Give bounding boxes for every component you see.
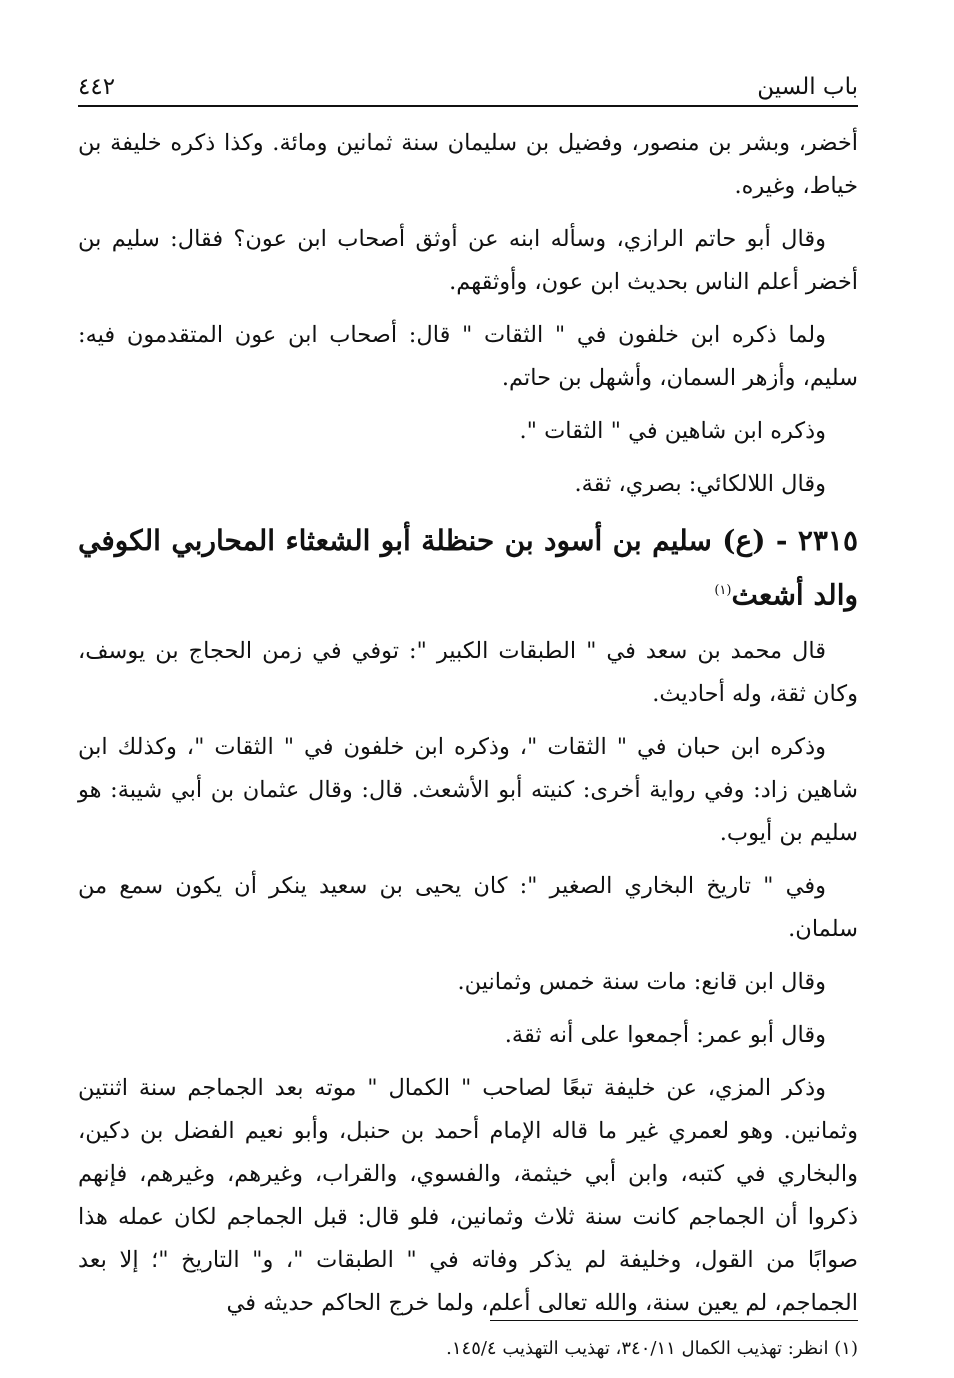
- page-number: ٤٤٢: [78, 74, 116, 100]
- paragraph: ولما ذكره ابن خلفون في " الثقات " قال: أصحاب ابن عون المتقدمون فيه: سليم، وأزهر السمان، وأشهل بن حاتم.: [78, 322, 858, 391]
- paragraph: أخضر، وبشر بن منصور، وفضيل بن سليمان سنة ثمانين ومائة. وكذا ذكره خليفة بن خياط، وغيره.: [78, 130, 859, 199]
- footnote-separator: [490, 1320, 858, 1321]
- paragraph: وقال ابن قانع: مات سنة خمس وثمانين.: [457, 969, 826, 996]
- paragraph: قال محمد بن سعد في " الطبقات الكبير ": توفي في زمن الحجاج بن يوسف، وكان ثقة، وله أحاديث.: [78, 638, 858, 708]
- paragraph: وذكر المزي، عن خليفة تبعًا لصاحب " الكمال " موته بعد الجماجم سنة اثنتين وثمانين. وهو لعمري غير ما قاله الإمام أحمد بن حنبل، وأبو نعيم الفضل بن دكين، والبخاري في كتبه، وابن أبي خيثمة، والفسوي، والقراب، وغيرهم، وغيرهم، فإنهم ذكروا أن الجماجم كانت سنة ثلاث وثمانين، فلو قال: قبل الجماجم لكان عمله هذا صوابًا من القول، وخليفة لم يذكر وفاته في " الطبقات "، و" التاريخ "؛ إلا بعد الجماجم، لم يعين سنة، والله تعالى أعلم، ولما خرج الحاكم حديثه في: [78, 1075, 858, 1317]
- header-rule: [78, 105, 858, 107]
- page-header: [78, 58, 858, 100]
- paragraph: وقال أبو عمر: أجمعوا على أنه ثقة.: [504, 1022, 826, 1049]
- main-text: [78, 122, 858, 1335]
- footnote-mark: (١): [714, 583, 732, 598]
- paragraph: وفي " تاريخ البخاري الصغير ": كان يحيى بن سعيد ينكر أن يكون سمع من سلمان.: [78, 873, 858, 943]
- entry-heading: [78, 516, 858, 620]
- paragraph: وقال أبو حاتم الرازي، وسأله ابنه عن أوثق أصحاب ابن عون؟ فقال: سليم بن أخضر أعلم الناس بحديث ابن عون، وأوثقهم.: [78, 226, 858, 295]
- paragraph: وذكره ابن حبان في " الثقات "، وذكره ابن خلفون في " الثقات "، وكذلك ابن شاهين زاد: وفي رواية أخرى: كنيته أبو الأشعث. قال: وقال عثمان بن أبي شيبة: هو سليم بن أيوب.: [78, 734, 858, 847]
- paragraph: وقال اللالكائي: بصري، ثقة.: [574, 471, 826, 497]
- paragraph: وذكره ابن شاهين في " الثقات ".: [519, 418, 826, 444]
- book-page: [78, 58, 859, 1359]
- footnote: (١) انظر: تهذيب الكمال ٣٤٠/١١، تهذيب التهذيب ١٤٥/٤.: [446, 1338, 858, 1359]
- entry-heading-text: ٢٣١٥ - (ع) سليم بن أسود بن حنظلة أبو الشعثاء المحاربي الكوفي والد أشعث: [78, 524, 858, 612]
- running-title: باب السين: [757, 74, 858, 100]
